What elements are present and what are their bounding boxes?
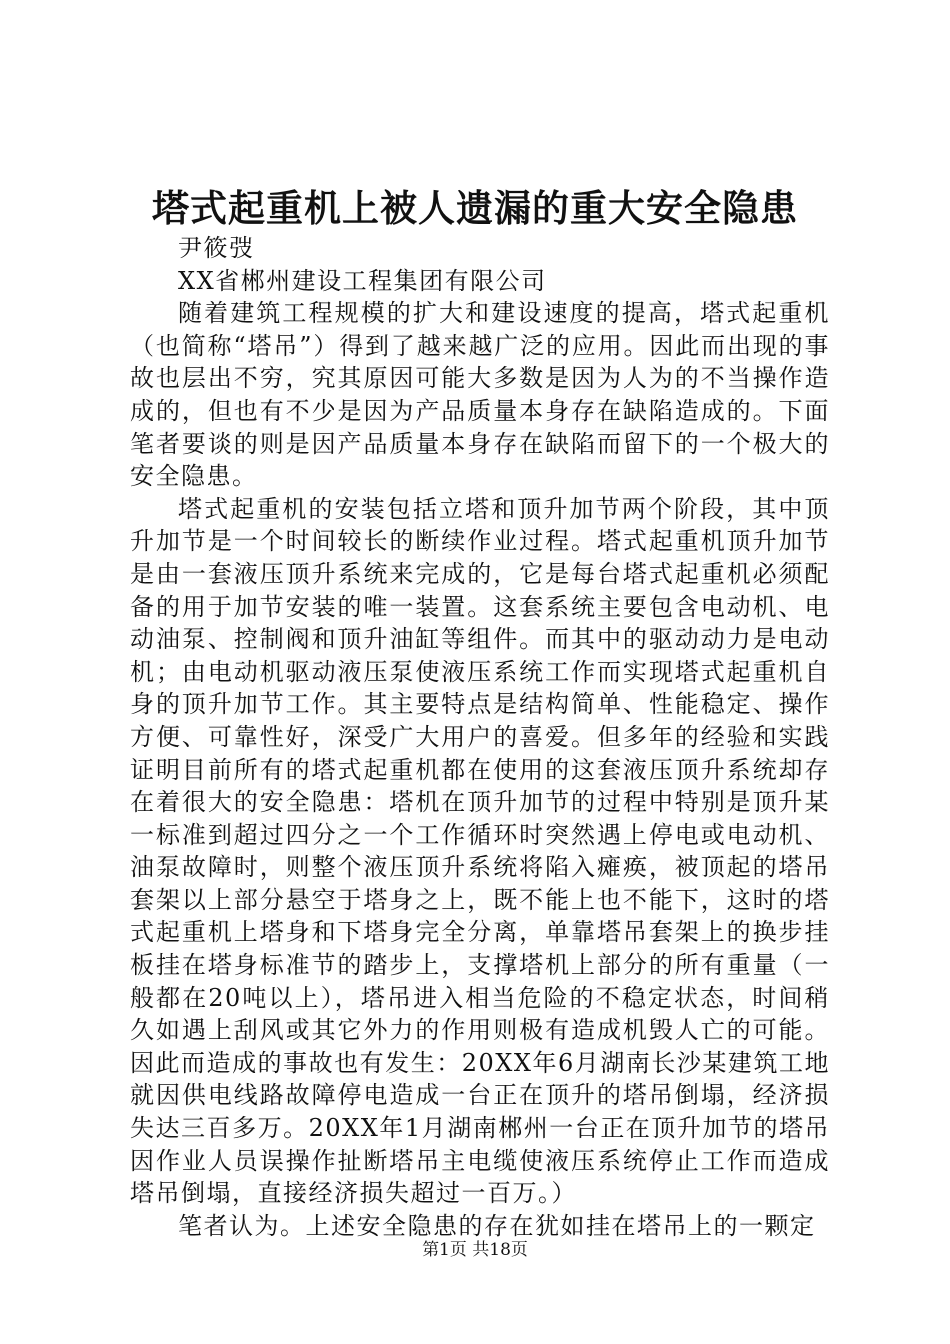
author-line: 尹筱弢 [178,234,255,262]
organization-line: XX省郴州建设工程集团有限公司 [178,266,547,295]
paragraph: 笔者认为。上述安全隐患的存在犹如挂在塔吊上的一颗定 [178,1211,816,1240]
paragraph: 塔式起重机的安装包括立塔和顶升加节两个阶段，其中顶升加节是一个时间较长的断续作业过程。塔式起重机顶升加节是由一套液压顶升系统来完成的，它是每台塔式起重机必须配备的用于加节安装的唯一装置。这套系统主要包含电动机、电动油泵、控制阀和顶升油缸等组件。而其中的驱动动力是电动机；由电动机驱动液压泵使液压系统工作而实现塔式起重机自身的顶升加节工作。其主要特点是结构简单、性能稳定、操作方便、可靠性好，深受广大用户的喜爱。但多年的经验和实践证明目前所有的塔式起重机都在使用的这套液压顶升系统却存在着很大的安全隐患：塔机在顶升加节的过程中特别是顶升某一标准到超过四分之一个工作循环时突然遇上停电或电动机、油泵故障时，则整个液压顶升系统将陷入瘫痪，被顶起的塔吊套架以上部分悬空于塔身之上，既不能上也不能下，这时的塔式起重机上塔身和下塔身完全分离，单靠塔吊套架上的换步挂板挂在塔身标准节的踏步上，支撑塔机上部分的所有重量（一般都在20吨以上），塔吊进入相当危险的不稳定状态，时间稍久如遇上刮风或其它外力的作用则极有造成机毁人亡的可能。因此而造成的事故也有发生：20XX年6月湖南长沙某建筑工地就因供电线路故障停电造成一台正在顶升的塔吊倒塌，经济损失达三百多万。20XX年1月湖南郴州一台正在顶升加节的塔吊因作业人员误操作扯断塔吊主电缆使液压系统停止工作而造成塔吊倒塌，直接经济损失超过一百万。） [130,494,830,1208]
document-body [130,232,830,1242]
paragraph: 随着建筑工程规模的扩大和建设速度的提高，塔式起重机（也简称“塔吊”）得到了越来越广泛的应用。因此而出现的事故也层出不穷，究其原因可能大多数是因为人为的不当操作造成的，但也有不少是因为产品质量本身存在缺陷造成的。下面笔者要谈的则是因产品质量本身存在缺陷而留下的一个极大的安全隐患。 [130,299,830,491]
page-number-footer: 第1页 共18页 [422,1240,528,1260]
document-title: 塔式起重机上被人遗漏的重大安全隐患 [152,186,798,230]
